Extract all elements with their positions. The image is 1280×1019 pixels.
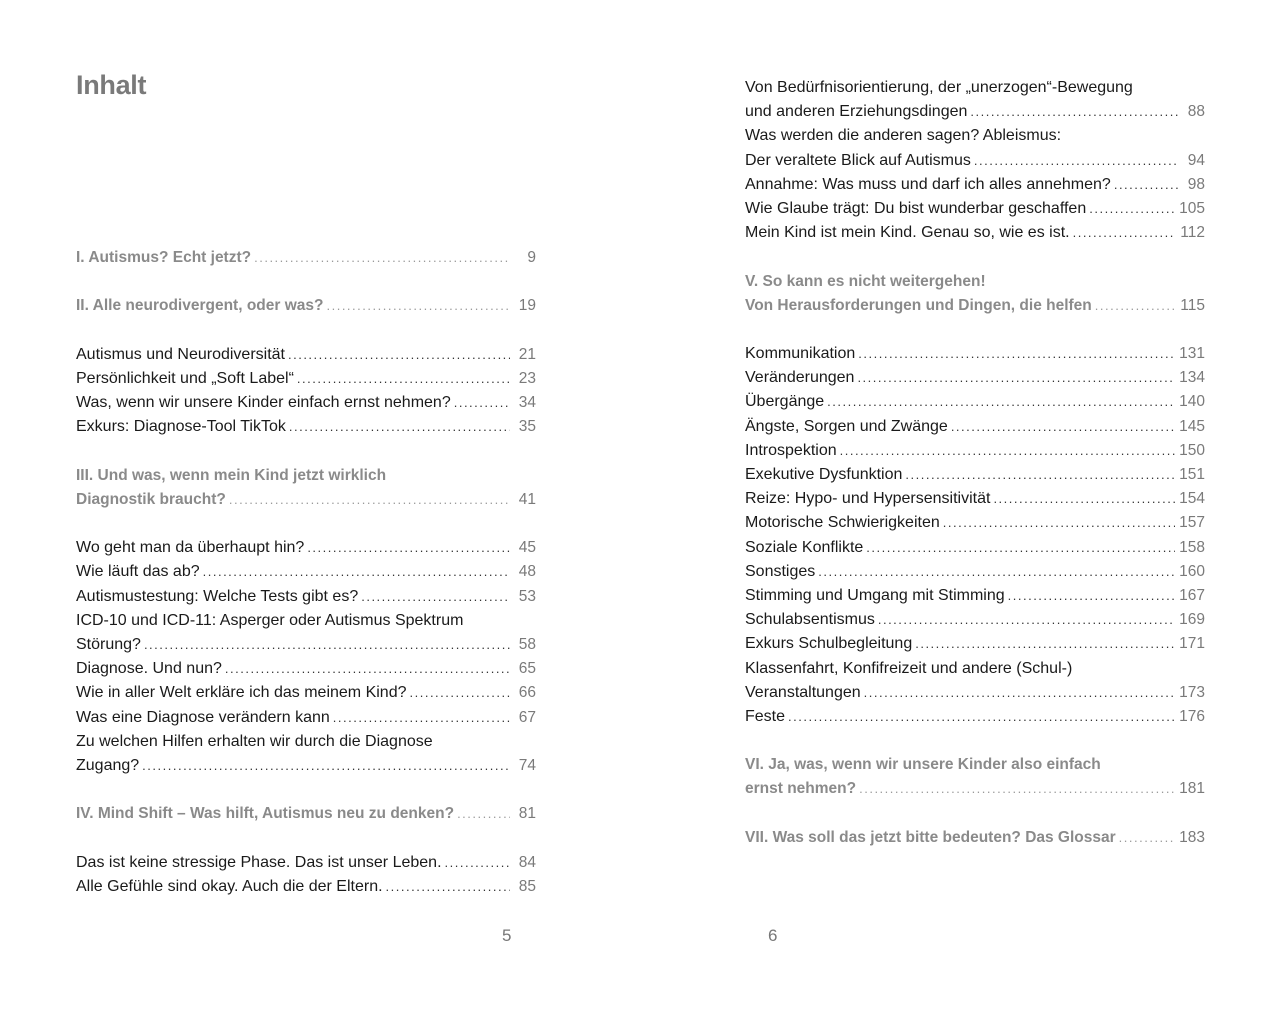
- toc-page-number: 53: [518, 587, 536, 605]
- toc-page-number: 157: [1179, 514, 1205, 532]
- dot-leader: [454, 391, 510, 415]
- toc-spacer: [76, 827, 536, 851]
- toc-page-number: 45: [518, 539, 536, 557]
- toc-line: [76, 585, 536, 609]
- toc-page-number: 105: [1179, 199, 1205, 217]
- toc-page-number: 85: [518, 877, 536, 895]
- dot-leader: [445, 851, 510, 875]
- toc-line: [745, 342, 1205, 366]
- toc-entry[interactable]: [745, 366, 1205, 390]
- toc-page-number: 145: [1179, 417, 1205, 435]
- dot-leader: [1095, 294, 1177, 318]
- toc-page-number: 173: [1179, 683, 1205, 701]
- dot-leader: [1089, 197, 1175, 221]
- toc-chapter-heading[interactable]: [745, 826, 1205, 850]
- toc-entry-title: Reize: Hypo- und Hypersensitivität: [745, 490, 991, 508]
- dot-leader: [386, 875, 510, 899]
- dot-leader: [951, 415, 1175, 439]
- toc-entry-title: Feste: [745, 707, 786, 725]
- toc-line: [76, 343, 536, 367]
- dot-leader: [970, 100, 1179, 124]
- toc-entry[interactable]: [76, 851, 536, 875]
- toc-line: [76, 464, 536, 488]
- toc-line: [745, 681, 1205, 705]
- toc-page-number: 140: [1179, 393, 1205, 411]
- toc-chapter-heading[interactable]: [745, 753, 1205, 801]
- dot-leader: [1119, 826, 1175, 850]
- toc-spacer: [745, 245, 1205, 269]
- toc-line: [76, 488, 536, 512]
- toc-entry-title: ernst nehmen?: [745, 780, 857, 798]
- dot-leader: [288, 343, 510, 367]
- toc-entry-title: Soziale Konflikte: [745, 538, 864, 556]
- dot-leader: [297, 367, 510, 391]
- dot-leader: [859, 777, 1175, 801]
- toc-entry-title: Veränderungen: [745, 369, 855, 387]
- toc-line: [745, 632, 1205, 656]
- toc-line: [76, 681, 536, 705]
- dot-leader: [254, 246, 510, 270]
- toc-page-number: 74: [518, 756, 536, 774]
- toc-line: [745, 777, 1205, 801]
- dot-leader: [974, 149, 1179, 173]
- toc-entry[interactable]: [76, 706, 536, 730]
- toc-entry-title: Diagnose. Und nun?: [76, 660, 222, 678]
- toc-page-number: 23: [518, 369, 536, 387]
- toc-page-number: 94: [1187, 151, 1205, 169]
- toc-entry-title: V. So kann es nicht weitergehen!: [745, 272, 986, 290]
- toc-line: [745, 270, 1205, 294]
- toc-chapter-heading[interactable]: [745, 270, 1205, 318]
- toc-line: [745, 511, 1205, 535]
- toc-entry-title: III. Und was, wenn mein Kind jetzt wirklich: [76, 466, 387, 484]
- toc-entry-title: Störung?: [76, 636, 141, 653]
- toc-page-number: 35: [518, 418, 536, 436]
- toc-entry[interactable]: [745, 197, 1205, 221]
- toc-page-number: 158: [1179, 538, 1205, 556]
- toc-line: [76, 657, 536, 681]
- toc-spacer: [76, 319, 536, 343]
- toc-line: [745, 584, 1205, 608]
- toc-line: [76, 391, 536, 415]
- toc-entry[interactable]: [745, 221, 1205, 245]
- toc-entry-title: Zu welchen Hilfen erhalten wir durch die Diagnose: [76, 732, 433, 750]
- toc-line: [76, 730, 536, 754]
- dot-leader: [943, 511, 1175, 535]
- dot-leader: [878, 608, 1175, 632]
- dot-leader: [225, 657, 510, 681]
- toc-entry-title: VI. Ja, was, wenn wir unsere Kinder also einfach: [745, 756, 1101, 774]
- toc-line: [745, 439, 1205, 463]
- dot-leader: [788, 705, 1175, 729]
- toc-spacer: [76, 270, 536, 294]
- toc-entry[interactable]: [745, 560, 1205, 584]
- toc-line: [76, 246, 536, 270]
- dot-leader: [1008, 584, 1175, 608]
- toc-entry-title: Wie läuft das ab?: [76, 563, 200, 581]
- toc-page-number: 134: [1179, 369, 1205, 387]
- toc-page-number: 167: [1179, 586, 1205, 604]
- toc-line: [76, 560, 536, 584]
- toc-page-number: 66: [518, 684, 536, 702]
- toc-entry-title: Sonstiges: [745, 562, 816, 580]
- toc-entry[interactable]: [76, 875, 536, 899]
- toc-line: [745, 536, 1205, 560]
- toc-page-number: 131: [1179, 345, 1205, 363]
- toc-entry-title: Von Herausforderungen und Dingen, die helfen: [745, 296, 1092, 314]
- toc-entry[interactable]: [745, 415, 1205, 439]
- toc-entry-title: Introspektion: [745, 441, 837, 459]
- toc-entry-title: Exkurs: Diagnose-Tool TikTok: [76, 418, 286, 436]
- toc-entry[interactable]: [745, 584, 1205, 608]
- toc-entry-title: ICD-10 und ICD-11: Asperger oder Autismus Spektrum: [76, 611, 464, 629]
- toc-page-number: 65: [518, 660, 536, 678]
- toc-line: [76, 754, 536, 778]
- right-page: [640, 0, 1280, 1019]
- toc-line: [745, 826, 1205, 850]
- dot-leader: [818, 560, 1175, 584]
- toc-chapter-heading[interactable]: [76, 464, 536, 512]
- toc-entry[interactable]: [745, 487, 1205, 511]
- toc-page-number: 176: [1179, 707, 1205, 725]
- toc-entry-title: und anderen Erziehungsdingen: [745, 103, 968, 121]
- toc-page-number: 34: [518, 394, 536, 412]
- toc-line: [745, 124, 1205, 148]
- toc-page-number: 41: [518, 490, 536, 508]
- toc-entry-title: Wie in aller Welt erkläre ich das meinem Kind?: [76, 684, 407, 702]
- toc-entry[interactable]: [76, 609, 536, 657]
- toc-page-number: 67: [518, 708, 536, 726]
- toc-line: [745, 294, 1205, 318]
- toc-entry-title: II. Alle neurodivergent, oder was?: [76, 297, 324, 315]
- toc-line: [745, 100, 1205, 124]
- toc-line: [745, 657, 1205, 681]
- toc-line: [745, 705, 1205, 729]
- toc-entry[interactable]: [76, 681, 536, 705]
- page-number: 6: [768, 926, 778, 945]
- toc-page-number: 21: [518, 345, 536, 363]
- toc-entry-title: Annahme: Was muss und darf ich alles annehmen?: [745, 175, 1111, 193]
- toc-spacer: [745, 729, 1205, 753]
- toc-spacer: [76, 440, 536, 464]
- dot-leader: [1114, 173, 1179, 197]
- toc-spacer: [76, 512, 536, 536]
- toc-page-number: 154: [1179, 490, 1205, 508]
- toc-page-number: 9: [527, 249, 536, 266]
- toc-entry-title: Diagnostik braucht?: [76, 490, 226, 508]
- toc-entry-title: Stimming und Umgang mit Stimming: [745, 586, 1005, 604]
- dot-leader: [229, 488, 510, 512]
- toc-entry-title: Autismustestung: Welche Tests gibt es?: [76, 587, 359, 605]
- toc-page-number: 150: [1179, 441, 1205, 459]
- toc-entry[interactable]: [76, 560, 536, 584]
- dot-leader: [307, 536, 510, 560]
- toc-entry-title: Schulabsentismus: [745, 611, 875, 629]
- toc-entry-title: Veranstaltungen: [745, 683, 861, 701]
- toc-entry-title: Zugang?: [76, 756, 140, 774]
- dot-leader: [457, 802, 510, 826]
- toc-entry-title: Was werden die anderen sagen? Ableismus:: [745, 127, 1062, 145]
- dot-leader: [333, 706, 510, 730]
- toc-page-number: 48: [518, 563, 536, 581]
- toc-line: [745, 149, 1205, 173]
- toc-page-number: 181: [1179, 780, 1205, 798]
- toc-entry[interactable]: [76, 367, 536, 391]
- dot-leader: [905, 463, 1175, 487]
- dot-leader: [827, 390, 1175, 414]
- toc-entry-title: IV. Mind Shift – Was hilft, Autismus neu zu denken?: [76, 805, 455, 823]
- dot-leader: [410, 681, 511, 705]
- dot-leader: [361, 585, 510, 609]
- toc-line: [76, 367, 536, 391]
- toc-entry[interactable]: [76, 415, 536, 439]
- toc-chapter-heading[interactable]: [76, 802, 536, 826]
- toc-entry-title: Exkurs Schulbegleitung: [745, 635, 913, 653]
- toc-line: [76, 802, 536, 826]
- toc-spacer: [745, 318, 1205, 342]
- toc-entry-title: VII. Was soll das jetzt bitte bedeuten? Das Glossar: [745, 828, 1116, 846]
- toc-entry[interactable]: [745, 608, 1205, 632]
- toc-entry-title: Der veraltete Blick auf Autismus: [745, 151, 971, 169]
- toc-entry[interactable]: [76, 391, 536, 415]
- toc-entry[interactable]: [745, 511, 1205, 535]
- toc-line: [745, 173, 1205, 197]
- toc-entry-title: I. Autismus? Echt jetzt?: [76, 249, 252, 266]
- toc-entry-title: Wo geht man da überhaupt hin?: [76, 539, 305, 557]
- page-title: Inhalt: [76, 70, 147, 100]
- toc-spacer: [745, 802, 1205, 826]
- toc-entry-title: Übergänge: [745, 393, 825, 411]
- toc-line: [76, 706, 536, 730]
- dot-leader: [144, 633, 510, 657]
- toc-line: [76, 851, 536, 875]
- dot-leader: [840, 439, 1176, 463]
- dot-leader: [858, 342, 1175, 366]
- toc-line: [745, 390, 1205, 414]
- toc-entry-title: Motorische Schwierigkeiten: [745, 514, 940, 532]
- toc-entry[interactable]: [76, 657, 536, 681]
- toc-line: [745, 76, 1205, 100]
- toc-entry-title: Das ist keine stressige Phase. Das ist unser Leben.: [76, 853, 442, 871]
- toc-entry[interactable]: [745, 124, 1205, 172]
- toc-line: [745, 197, 1205, 221]
- toc-page-number: 81: [518, 805, 536, 823]
- dot-leader: [289, 415, 510, 439]
- toc-line: [76, 536, 536, 560]
- toc-line: [745, 221, 1205, 245]
- toc-line: [76, 609, 536, 633]
- toc-page-number: 160: [1179, 562, 1205, 580]
- dot-leader: [857, 366, 1175, 390]
- dot-leader: [142, 754, 510, 778]
- dot-leader: [866, 536, 1175, 560]
- table-of-contents-left: [76, 246, 536, 899]
- dot-leader: [203, 560, 510, 584]
- toc-page-number: 171: [1179, 635, 1205, 653]
- toc-entry[interactable]: [745, 632, 1205, 656]
- dot-leader: [864, 681, 1175, 705]
- toc-entry-title: Autismus und Neurodiversität: [76, 345, 285, 363]
- toc-line: [745, 463, 1205, 487]
- toc-line: [76, 294, 536, 318]
- toc-entry[interactable]: [745, 705, 1205, 729]
- dot-leader: [1073, 221, 1177, 245]
- toc-chapter-heading[interactable]: [76, 246, 536, 270]
- toc-line: [745, 415, 1205, 439]
- toc-line: [76, 415, 536, 439]
- toc-entry[interactable]: [745, 390, 1205, 414]
- toc-line: [745, 753, 1205, 777]
- toc-entry[interactable]: [76, 536, 536, 560]
- toc-entry[interactable]: [745, 342, 1205, 366]
- toc-entry[interactable]: [76, 343, 536, 367]
- toc-page-number: 19: [518, 297, 536, 315]
- toc-entry-title: Persönlichkeit und „Soft Label“: [76, 369, 294, 387]
- toc-line: [745, 487, 1205, 511]
- toc-spacer: [76, 778, 536, 802]
- toc-entry-title: Alle Gefühle sind okay. Auch die der Eltern.: [76, 877, 383, 895]
- toc-page-number: 183: [1179, 828, 1205, 846]
- toc-page-number: 88: [1187, 103, 1205, 121]
- toc-page-number: 98: [1187, 175, 1205, 193]
- toc-entry[interactable]: [745, 463, 1205, 487]
- toc-page-number: 112: [1180, 224, 1205, 242]
- toc-line: [745, 560, 1205, 584]
- toc-entry-title: Was, wenn wir unsere Kinder einfach ernst nehmen?: [76, 394, 451, 412]
- dot-leader: [326, 294, 510, 318]
- dot-leader: [993, 487, 1175, 511]
- toc-line: [745, 366, 1205, 390]
- toc-entry[interactable]: [745, 173, 1205, 197]
- toc-entry[interactable]: [76, 585, 536, 609]
- toc-entry[interactable]: [745, 439, 1205, 463]
- toc-entry[interactable]: [745, 536, 1205, 560]
- toc-entry[interactable]: [745, 657, 1205, 705]
- toc-chapter-heading[interactable]: [76, 294, 536, 318]
- toc-entry[interactable]: [745, 76, 1205, 124]
- toc-page-number: 115: [1180, 296, 1205, 314]
- toc-entry-title: Wie Glaube trägt: Du bist wunderbar geschaffen: [745, 199, 1087, 217]
- toc-entry-title: Kommunikation: [745, 345, 856, 363]
- dot-leader: [915, 632, 1175, 656]
- toc-entry-title: Von Bedürfnisorientierung, der „unerzogen“-Bewegung: [745, 79, 1133, 96]
- toc-entry-title: Was eine Diagnose verändern kann: [76, 708, 330, 726]
- toc-entry[interactable]: [76, 730, 536, 778]
- toc-entry-title: Ängste, Sorgen und Zwänge: [745, 417, 948, 435]
- table-of-contents-right: [745, 76, 1205, 850]
- toc-entry-title: Exekutive Dysfunktion: [745, 466, 903, 483]
- toc-entry-title: Mein Kind ist mein Kind. Genau so, wie es ist.: [745, 224, 1070, 242]
- page-number: 5: [502, 926, 512, 945]
- toc-page-number: 84: [518, 853, 536, 871]
- toc-line: [76, 875, 536, 899]
- toc-page-number: 151: [1179, 466, 1205, 483]
- toc-line: [76, 633, 536, 657]
- toc-page-number: 58: [518, 636, 536, 653]
- toc-page-number: 169: [1179, 611, 1205, 629]
- toc-entry-title: Klassenfahrt, Konfifreizeit und andere (Schul-): [745, 659, 1073, 677]
- toc-line: [745, 608, 1205, 632]
